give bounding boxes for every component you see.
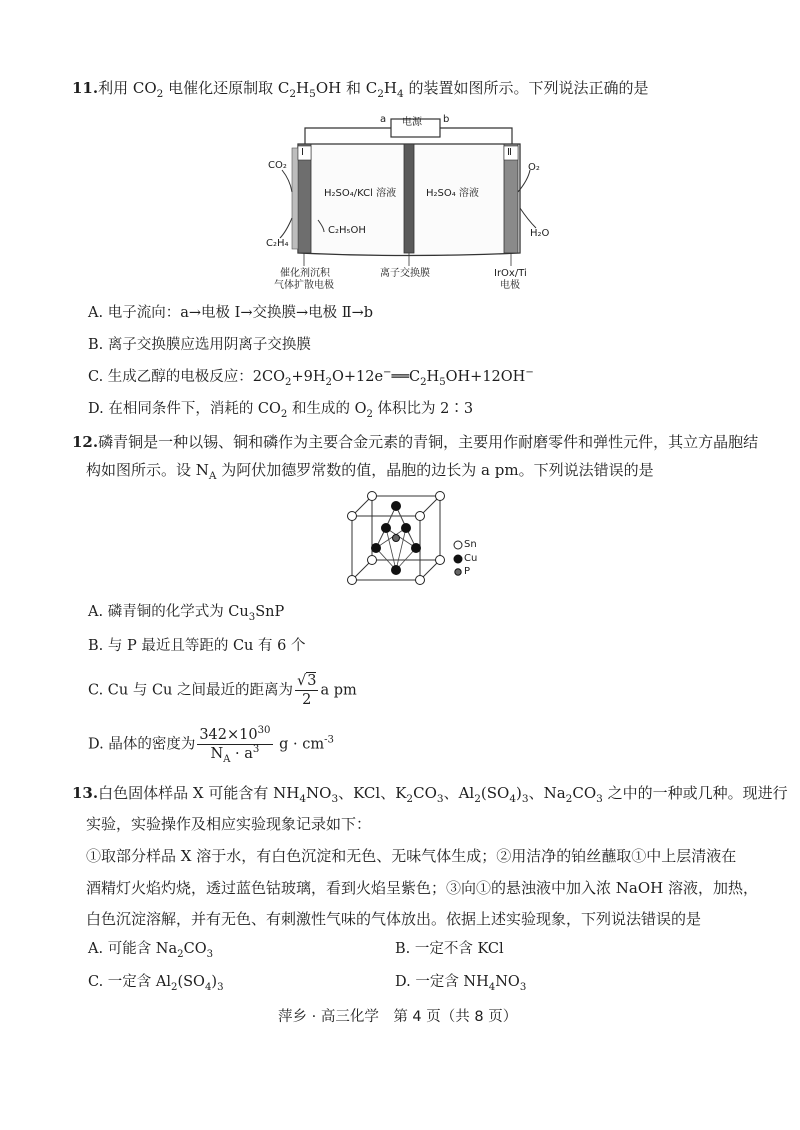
legend-p: P xyxy=(464,566,471,577)
q12-stem-line1: 12.磷青铜是一种以锡、铜和磷作为主要合金元素的青铜，主要用作耐磨零件和弹性元件，其立方晶胞结 xyxy=(72,433,759,451)
water-label: H₂O xyxy=(530,228,550,239)
q13-option-d: D. 一定含 $NH_4NO_3$ xyxy=(395,974,527,993)
gas-diffusion-layer xyxy=(292,148,298,249)
legend-cu: Cu xyxy=(464,553,478,564)
unit-cell-diagram xyxy=(340,488,450,588)
q11-option-c: C. 生成乙醇的电极反应：$2CO_2+9H_2O+12e^-══C_2H_5OH+12OH^-$ xyxy=(88,367,534,388)
q13-stem-line5: 白色沉淀溶解，并有无色、有刺激性气味的气体放出。依据上述实验现象，下列说法错误的是 xyxy=(86,910,702,928)
power-label: 电源 xyxy=(402,117,422,128)
caption-left-1: 催化剂沉积 xyxy=(280,268,330,279)
q11-option-b: B. 离子交换膜应选用阴离子交换膜 xyxy=(88,337,311,353)
q11-option-a: A. 电子流向：a→电极 Ⅰ→交换膜→电极 Ⅱ→b xyxy=(88,305,374,321)
electrolysis-cell-figure xyxy=(258,108,558,298)
terminal-a: a xyxy=(380,114,387,125)
left-solution-label: H₂SO₄/KCl 溶液 xyxy=(324,188,397,199)
ion-exchange-membrane xyxy=(404,144,414,253)
q13-option-a: A. 可能含 $Na_2CO_3$ xyxy=(88,941,214,960)
caption-left-2: 气体扩散电极 xyxy=(274,280,334,291)
caption-right-1: IrOx/Ti xyxy=(494,268,527,279)
q12-option-a: A. 磷青铜的化学式为 $Cu_3SnP$ xyxy=(88,604,285,623)
caption-right-2: 电极 xyxy=(500,280,520,291)
unit-cell-figure xyxy=(340,488,490,588)
q13-option-b: B. 一定不含 KCl xyxy=(395,941,504,957)
q12-option-c: C. Cu 与 Cu 之间最近的距离为 $\frac{√3}{2}$ a pm xyxy=(88,673,357,708)
ethanol-label: C₂H₅OH xyxy=(328,225,366,236)
electrode-1-label: Ⅰ xyxy=(301,147,304,158)
electrode-1 xyxy=(298,144,311,253)
q12-option-d: D. 晶体的密度为 $\frac{342\times 10^{30}}{N_A \cdot a^3}$ $g \cdot cm^{-3}$ xyxy=(88,725,334,765)
q13-stem-line2: 实验，实验操作及相应实验现象记录如下： xyxy=(86,815,372,833)
oxygen-label: O₂ xyxy=(528,162,540,173)
electrode-2 xyxy=(504,144,518,253)
q12-number: 12. xyxy=(72,433,99,451)
electrode-2-label: Ⅱ xyxy=(507,147,512,158)
q13-stem-line1: 13.白色固体样品 X 可能含有 $NH_4NO_3$、KCl、$K_2CO_3$、$Al_2(SO_4)_3$、$Na_2CO_3$ 之中的一种或几种。现进行 xyxy=(72,784,788,805)
q11-option-d: D. 在相同条件下，消耗的 $CO_2$ 和生成的 $O_2$ 体积比为 2∶3 xyxy=(88,401,474,420)
q12-option-b: B. 与 P 最近且等距的 Cu 有 6 个 xyxy=(88,638,306,654)
terminal-b: b xyxy=(443,114,450,125)
p-atom xyxy=(393,535,400,542)
q11-number: 11. xyxy=(72,79,99,97)
ethylene-label: C₂H₄ xyxy=(266,238,289,249)
caption-mid: 离子交换膜 xyxy=(380,268,430,279)
q13-stem-line3: ①取部分样品 X 溶于水，有白色沉淀和无色、无味气体生成；②用洁净的铂丝蘸取①中上层清液在 xyxy=(86,847,737,865)
q11-stem: 11.利用 $CO_2$ 电催化还原制取 $C_2H_5OH$ 和 $C_2H_4$ 的装置如图所示。下列说法正确的是 xyxy=(72,79,649,100)
q13-number: 13. xyxy=(72,784,99,802)
q13-stem-line4: 酒精灯火焰灼烧，透过蓝色钴玻璃，看到火焰呈紫色；③向①的悬浊液中加入浓 NaOH 溶液，加热， xyxy=(86,879,758,897)
q12-stem-line2: 构如图所示。设 $N_A$ 为阿伏加德罗常数的值，晶胞的边长为 a pm。下列说法错误的是 xyxy=(86,461,654,482)
co2-label: CO₂ xyxy=(268,160,287,171)
legend-sn: Sn xyxy=(464,539,477,550)
right-solution-label: H₂SO₄ 溶液 xyxy=(426,188,479,199)
page-footer: 萍乡 · 高三化学 第 4 页（共 8 页） xyxy=(278,1009,518,1025)
q13-option-c: C. 一定含 $Al_2(SO_4)_3$ xyxy=(88,974,224,993)
